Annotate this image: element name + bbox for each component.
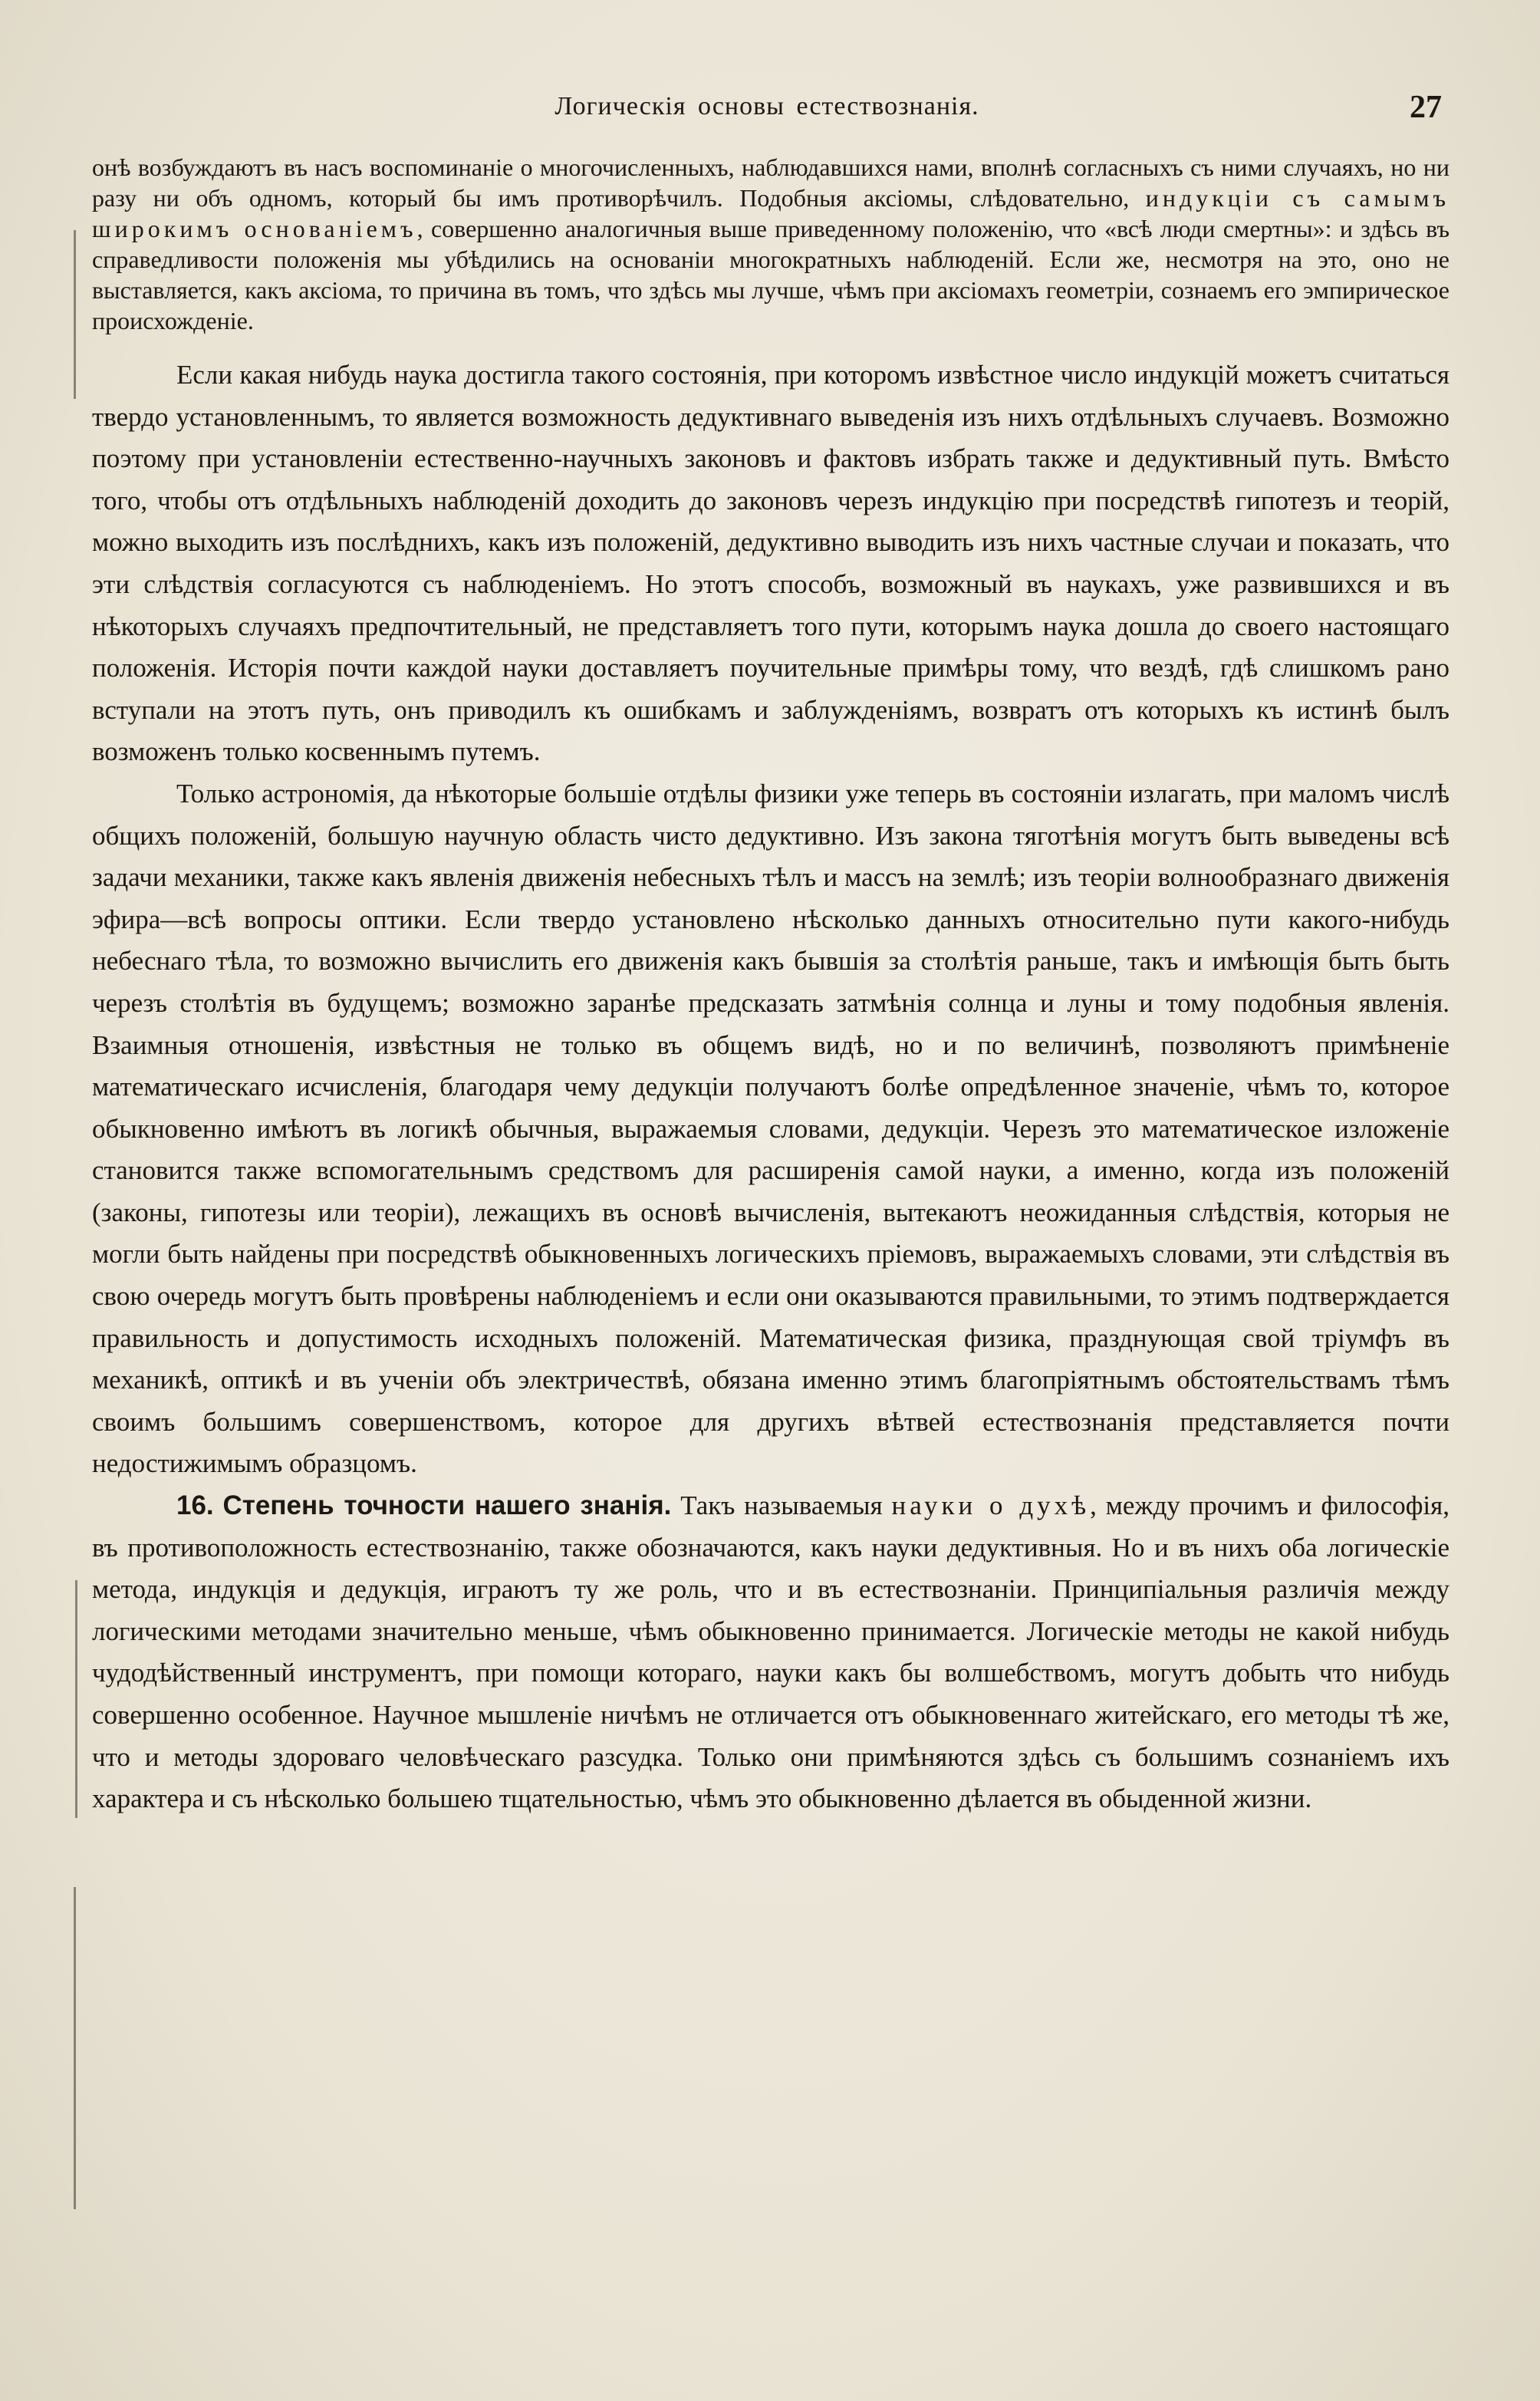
emphasized-text: индукціи съ самымъ широкимъ основаніемъ (92, 184, 1450, 242)
margin-mark (74, 230, 76, 399)
section-paragraph (92, 1485, 1450, 1820)
page-body (92, 152, 1450, 1820)
emphasized-text: науки о духѣ (891, 1490, 1091, 1521)
paragraph-text: онѣ возбуждаютъ въ насъ воспоминаніе о многочисленныхъ, наблюдавшихся нами, вполнѣ согласныхъ съ ними случаяхъ, но ни разу ни объ одномъ, который бы имъ противорѣчилъ. Подобныя аксіомы, слѣдовательно, (92, 153, 1450, 212)
page-number: 27 (1410, 90, 1442, 125)
continued-paragraph (92, 152, 1450, 336)
paragraph: Только астрономія, да нѣкоторые большіе отдѣлы физики уже теперь въ состояніи излагать, при маломъ числѣ общихъ положеній, большую научную область чисто дедуктивно. Изъ закона тяготѣнія могутъ быть выведены всѣ задачи механики, также какъ явленія движенія небесныхъ тѣлъ и массъ на землѣ; изъ теоріи волнообразнаго движенія эфира—всѣ вопросы оптики. Если твердо установлено нѣсколько данныхъ относительно пути какого-нибудь небеснаго тѣла, то возможно вычислить его движенія какъ бывшія за столѣтія раньше, такъ и имѣющія быть быть черезъ столѣтія въ будущемъ; возможно заранѣе предсказать затмѣнія солнца и луны и тому подобныя явленія. Взаимныя отношенія, извѣстныя не только въ общемъ видѣ, но и по величинѣ, позволяютъ примѣненіе математическаго исчисленія, благодаря чему дедукціи получаютъ болѣе опредѣленное значеніе, чѣмъ то, которое обыкновенно имѣютъ въ логикѣ обычныя, выражаемыя словами, дедукціи. Черезъ это математическое изложеніе становится также вспомогательнымъ средствомъ для расширенія самой науки, а именно, когда изъ положеній (законы, гипотезы или теоріи), лежащихъ въ основѣ вычисленія, вытекаютъ неожиданныя слѣдствія, которыя не могли быть найдены при посредствѣ обыкновенныхъ логическихъ пріемовъ, выражаемыхъ словами, эти слѣдствія въ свою очередь могутъ быть провѣрены наблюденіемъ и если они оказываются правильными, то этимъ подтверждается правильность и допустимость исходныхъ положеній. Математическая физика, празднующая свой тріумфъ въ механикѣ, оптикѣ и въ ученіи объ электричествѣ, обязана именно этимъ благопріятнымъ обстоятельствамъ тѣмъ своимъ большимъ совершенствомъ, которое для другихъ вѣтвей естествознанія представляется почти недостижимымъ образцомъ. (92, 778, 1450, 1479)
section-number: 16. (176, 1490, 214, 1521)
margin-mark (74, 1887, 76, 2209)
running-title: Логическія основы естествознанія. (554, 92, 979, 120)
section-title: Степень точности нашего знанія. (222, 1490, 672, 1521)
paragraph-text: , между прочимъ и философія, въ противоположность естествознанію, также обозначаются, какъ науки дедуктивныя. Но и въ нихъ оба логическіе метода, индукція и дедукція, играютъ ту же роль, что и въ естествознаніи. Принципіальныя различія между логическими методами значительно меньше, чѣмъ обыкновенно принимается. Логическіе методы не какой нибудь чудодѣйственный инструментъ, при помощи котораго, науки какъ бы волшебствомъ, могутъ добыть что нибудь совершенно особенное. Научное мышленіе ничѣмъ не отличается отъ обыкновеннаго житейскаго, его методы тѣ же, что и методы здороваго человѣческаго разсудка. Только они примѣняются здѣсь съ большимъ сознаніемъ ихъ характера и съ нѣсколько большею тщательностью, чѣмъ это обыкновенно дѣлается въ обыденной жизни. (92, 1490, 1450, 1814)
page-header (92, 92, 1442, 138)
paragraph-text: , совершенно аналогичныя выше приведенному положенію, что «всѣ люди смертны»: и здѣсь въ справедливости положенія мы убѣдились на основаніи многократныхъ наблюденій. Если же, несмотря на это, оно не выставляется, какъ аксіома, то причина въ томъ, что здѣсь мы лучше, чѣмъ при аксіомахъ геометріи, сознаемъ его эмпирическое происхожденіе. (92, 215, 1450, 334)
paragraph: Если какая нибудь наука достигла такого состоянія, при которомъ извѣстное число индукцій можетъ считаться твердо установленнымъ, то является возможность дедуктивнаго выведенія изъ нихъ отдѣльныхъ случаевъ. Возможно поэтому при установленіи естественно-научныхъ законовъ и фактовъ избрать также и дедуктивный путь. Вмѣсто того, чтобы отъ отдѣльныхъ наблюденій доходить до законовъ черезъ индукцію при посредствѣ гипотезъ и теорій, можно выходить изъ послѣднихъ, какъ изъ положеній, дедуктивно выводить изъ нихъ частные случаи и показать, что эти слѣдствія согласуются съ наблюденіемъ. Но этотъ способъ, возможный въ наукахъ, уже развившихся и въ нѣкоторыхъ случаяхъ предпочтительный, не представляетъ того пути, которымъ наука дошла до своего настоящаго положенія. Исторія почти каждой науки доставляетъ поучительные примѣры тому, что вездѣ, гдѣ слишкомъ рано вступали на этотъ путь, онъ приводилъ къ ошибкамъ и заблужденіямъ, возвратъ отъ которыхъ къ истинѣ былъ возможенъ только косвеннымъ путемъ. (92, 360, 1450, 767)
margin-mark (75, 1580, 77, 1818)
paragraph-text: Такъ называемыя (671, 1490, 892, 1521)
